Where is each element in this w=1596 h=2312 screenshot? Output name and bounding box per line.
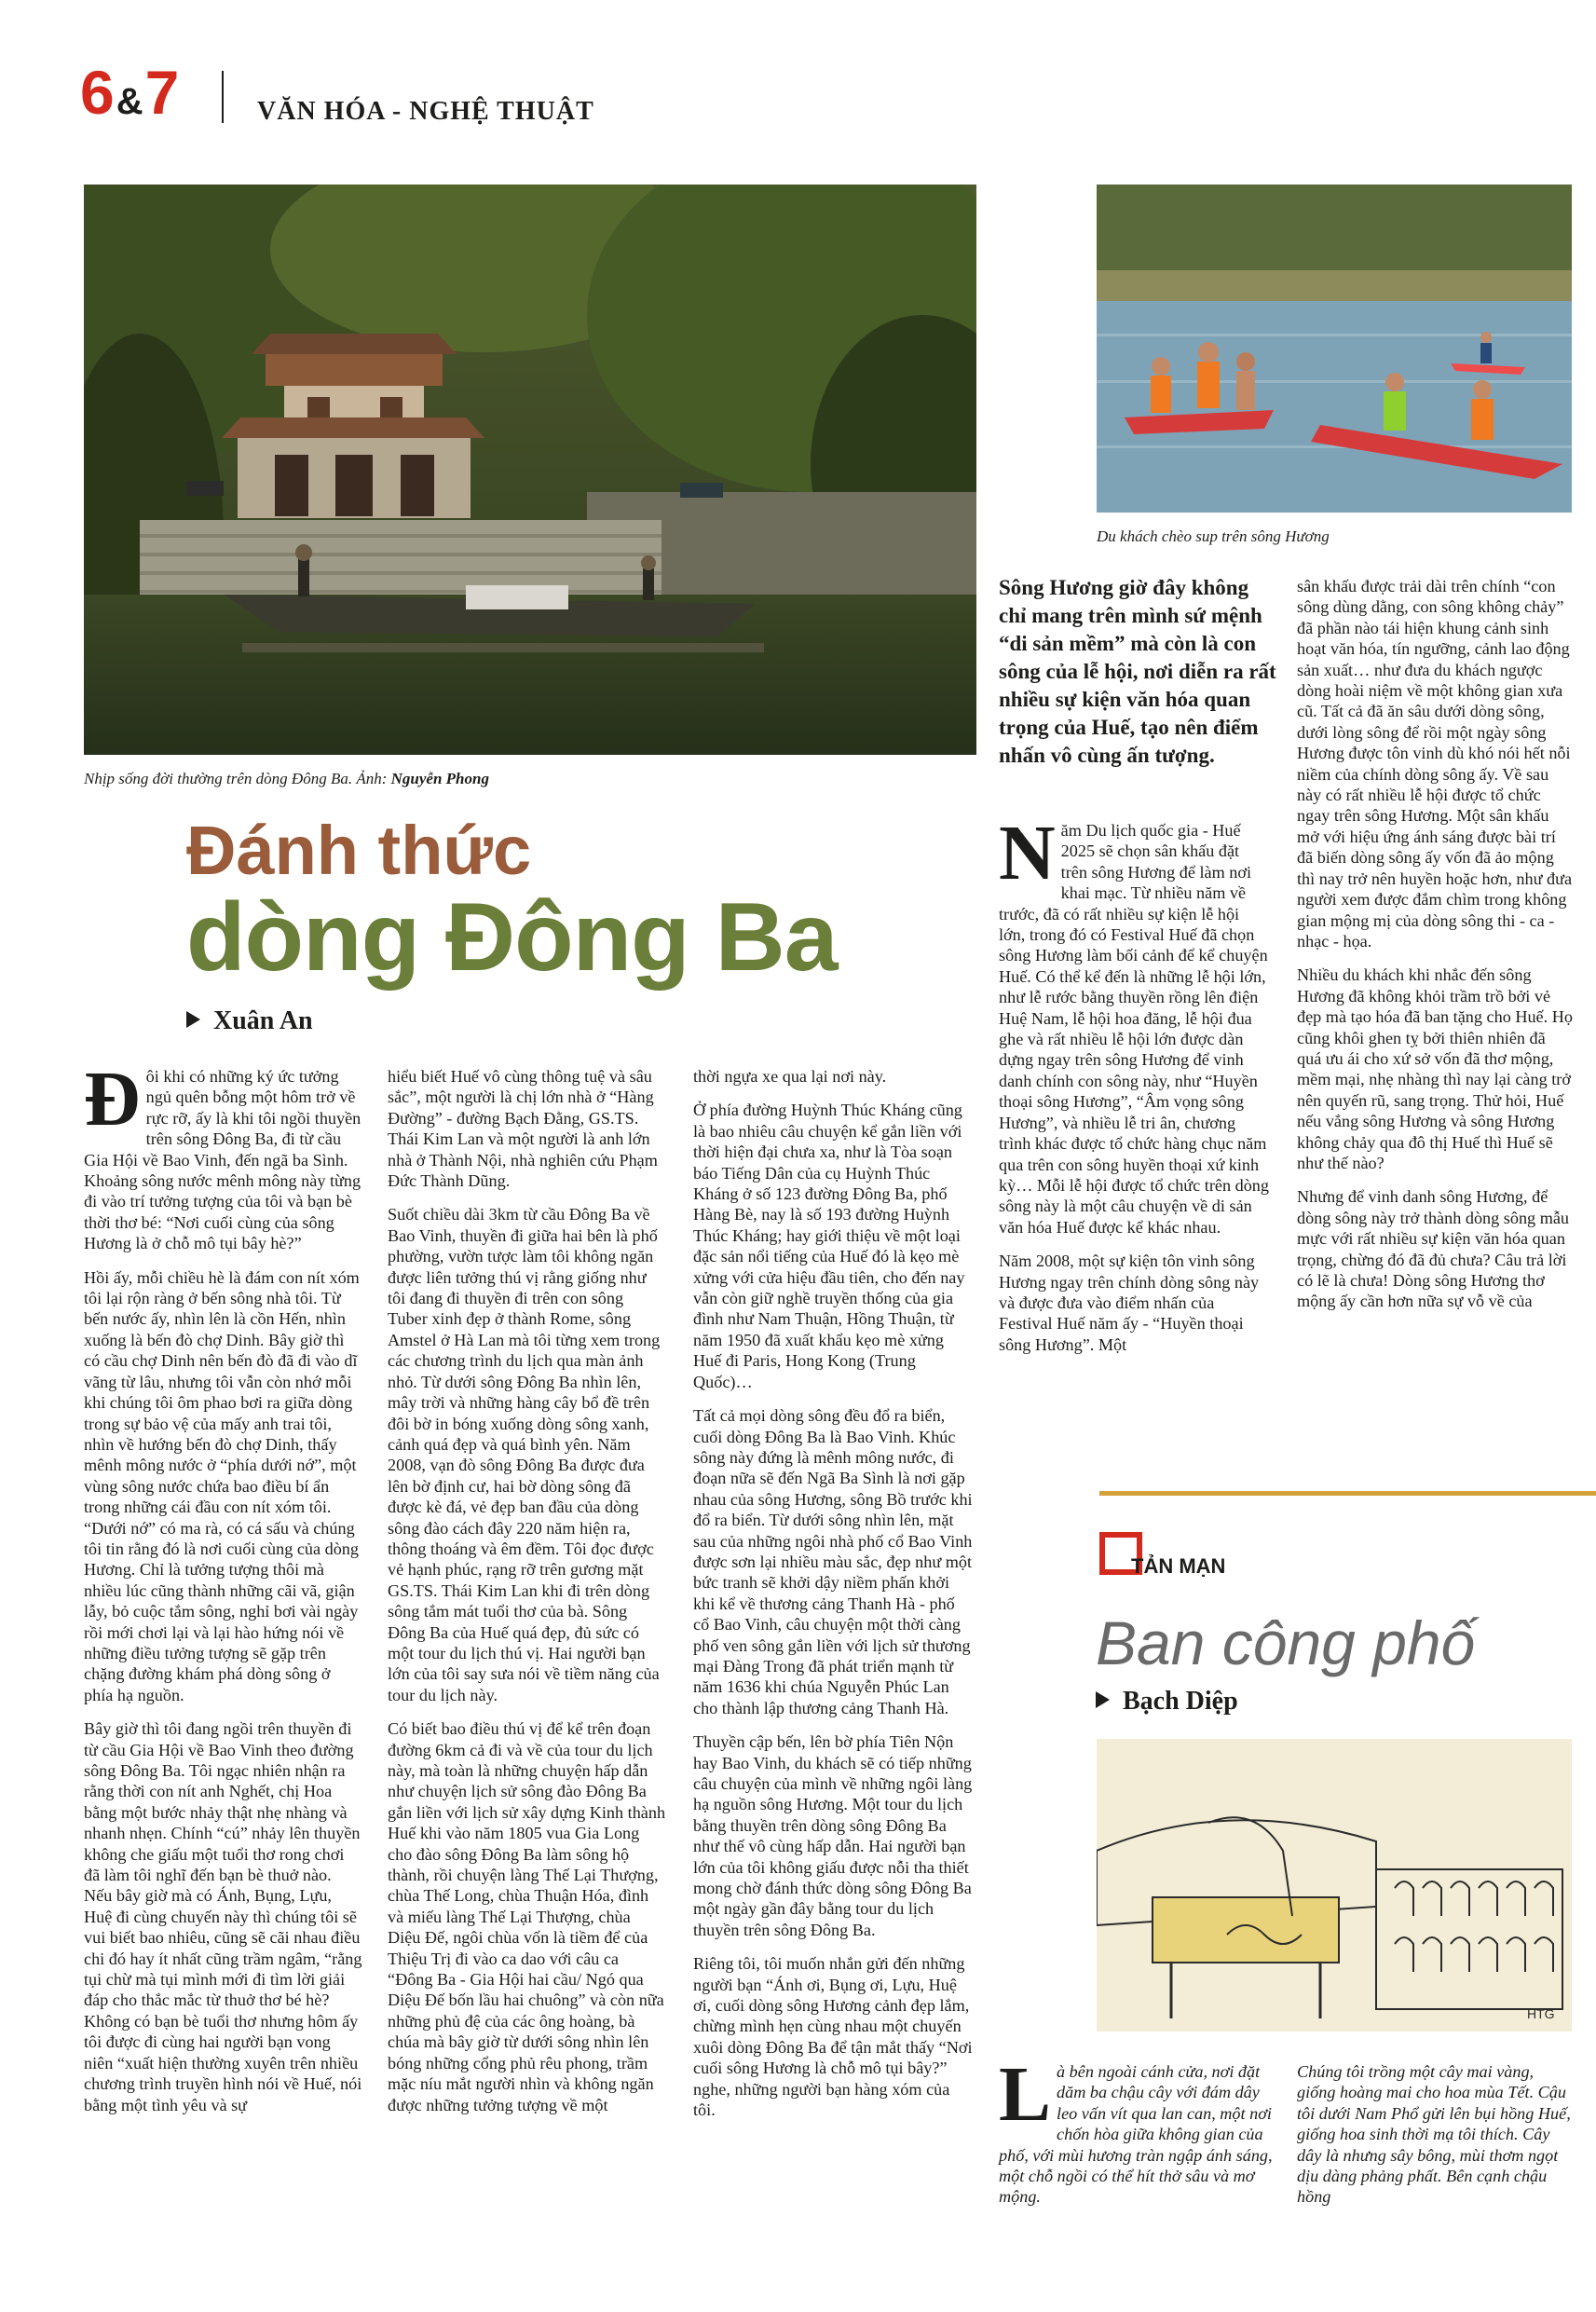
article-byline [186,1006,313,1036]
paragraph: Nhiều du khách khi nhắc đến sông Hương đã không khỏi trầm trồ bởi vẻ đẹp mà tạo hóa đã ban tặng cho Huế. Họ cũng khôi ghen tỵ bởi thiên nhiên đã quá ưu ái cho xứ sở vốn đã thơ mộng, mềm mại, nhẹ nhàng thì nay lại càng trở nên quyến rũ, sang trọng. Thử hỏi, Huế nếu vắng sông Hương và sông Hương không chảy qua đô thị Huế thì Huế sẽ như thế nào? [1297,965,1573,1172]
paragraph: ăm Du lịch quốc gia - Huế 2025 sẽ chọn sân khấu đặt trên sông Hương để làm nơi khai mạc. Từ nhiều năm về trước, đã có rất nhiều sự kiện lễ hội lớn, trong đó có Festival Huế đã chọn sông Hương làm bối cảnh để kể chuyện Huế. Có thể kể đến là những lễ hội lớn, như lễ rước bằng thuyền rồng lên điện Huệ Nam, lễ hội hoa đăng, lễ hội đua ghe và rất nhiều lễ hội lớn được dàn dựng ngay trên sông Hương để vinh danh chính con sông này, như “Huyền thoại sông Hương”, “Âm vọng sông Hương”, và nhiều lễ tri ân, chương trình khác được tổ chức hàng chục năm qua trên con sông huyền thoại xứ kinh kỳ… Mỗi lễ hội được tổ chức trên dòng sông này là một câu chuyện về di sản văn hóa Huế được kể khác nhau. [999,821,1269,1237]
illustration-signature: HTG [1527,2006,1555,2021]
drop-cap: Đ [84,1056,141,1142]
paragraph: Năm 2008, một sự kiện tôn vinh sông Hương ngay trên chính dòng sông này và được đưa vào điểm nhấn của Festival Huế năm ấy - “Huyền thoại sông Hương”. Một [999,1252,1260,1354]
page-left: 6 [80,58,113,127]
paragraph: hiểu biết Huế vô cùng thông tuệ và sâu sắc”, một người là chị lớn nhà ở “Hàng Đường” - đường Bạch Đằng, GS.TS. Thái Kim Lan và một người là anh lớn nhà ở Thành Nội, nhà nghiên cứu Phạm Đức Thành Dũng. [388,1067,658,1191]
article-author: Xuân An [213,1006,313,1035]
article-column-2 [388,1066,667,2128]
paragraph: Tất cả mọi dòng sông đều đổ ra biển, cuối dòng Đông Ba là Bao Vinh. Khúc sông này đứng là mênh mông nước, đi đoạn nữa sẽ đến Ngã Ba Sình là nơi gặp nhau của sông Hương, sông Bồ trước khi đổ ra biển. Từ dưới sông nhìn lên, mặt sau của những ngôi nhà phố cổ Bao Vinh được sơn lại nhiều màu sắc, đẹp như một bức tranh sẽ khởi dậy niềm phấn khởi khi kể về thương cảng Thanh Hà - phố cổ Bao Vinh, câu chuyện một thời càng phố ven sông gắn liền với lịch sử thương mại Đàng Trong đã phát triển mạnh từ năm 1636 khi chúa Nguyễn Phúc Lan cho thành lập thương cảng Thanh Hà. [693,1406,973,1717]
paragraph: à bên ngoài cánh cửa, nơi đặt dăm ba chậu cây với đám dây leo vấn vít qua lan can, một nơi chốn hòa giữa không gian của phố, với mùi hương tràn ngập ánh sáng, một chỗ ngồi có thể hít thở sâu và mơ mộng. [999,2062,1273,2207]
main-caption-author: Nguyễn Phong [387,770,489,787]
article3-column-b [1297,2061,1573,2208]
paragraph: Hồi ấy, mỗi chiều hè là đám con nít xóm tôi lại rộn ràng ở bến sông nhà tôi. Từ bến nước ấy, nhìn lên là cồn Hến, nhìn xuống là bến đò chợ Dinh. Bây giờ thì có cầu chợ Dinh nên bến đò đã đi vào dĩ vãng từ lâu, nhưng tôi vẫn còn nhớ mỗi khi chúng tôi ôm phao bơi ra giữa dòng trong sự bảo vệ của mấy anh trai tôi, nhìn về hướng bến đò chợ Dinh, thấy mênh mông nước ở “phía dưới nớ”, một vùng sông nước chứa bao điều bí ẩn trong những cái đầu con nít xóm tôi. “Dưới nớ” có ma rà, có cá sấu và chúng tôi tin rằng đó là nơi cuối cùng của dòng Hương. Chỉ là tưởng tượng thôi mà nhiều lúc cũng thành những cãi vã, giận lẫy, bỏ cuộc tắm sông, nghỉ bơi vài ngày rồi mới chơi lại và lại hào hứng nói về những điều tưởng tượng sẽ gặp trên chặng đường khám phá dòng sông ở phía hạ nguồn. [84,1267,360,1704]
section-label: TẢN MẠN [1131,1554,1226,1578]
paragraph: thời ngựa xe qua lại nơi này. [693,1067,887,1086]
article-title-line2: dòng Đông Ba [186,883,838,992]
page-right: 7 [144,58,178,127]
article-column-1 [84,1056,363,2128]
header-divider [222,71,224,123]
section-title: VĂN HÓA - NGHỆ THUẬT [257,97,594,126]
drop-cap-n: N [999,810,1056,896]
paragraph: ôi khi có những ký ức tưởng ngủ quên bỗng một hôm trở về rực rỡ, ấy là khi tôi ngồi thuyền trên sông Đông Ba, đi từ cầu Gia Hội về Bao Vinh, đến ngã ba Sình. Khoảng sông nước mênh mông này từng đi vào trí tưởng tượng của tôi và bạn bè thời thơ bé: “Nơi cuối cùng của sông Hương là ở chỗ mô tụi bây hè?” [84,1067,361,1253]
sup-photo-caption: Du khách chèo sup trên sông Hương [1097,527,1330,545]
lead-quote: Sông Hương giờ đây không chỉ mang trên mình sứ mệnh “di sản mềm” mà còn là con sông của lễ hội, nơi diễn ra rất nhiều sự kiện văn hóa quan trọng của Huế, tạo nên điểm nhấn vô cùng ấn tượng. [999,576,1276,767]
article3-byline [1096,1687,1238,1717]
article-column-3 [693,1066,975,2134]
main-photo [84,185,976,755]
drop-cap-l: L [999,2051,1052,2138]
section-rule [1099,1491,1596,1496]
page-number [80,58,178,127]
article2-column-b [1297,576,1573,1325]
main-caption-text: Nhịp sống đời thường trên dòng Đông Ba. Ảnh: [84,770,388,787]
article3-column-a [999,2051,1276,2208]
sup-photo [1097,185,1572,513]
article3-title: Ban công phố [1096,1608,1476,1677]
page-amp: & [116,81,142,122]
main-photo-caption [84,770,489,788]
paragraph: Suốt chiều dài 3km từ cầu Đông Ba về Bao Vinh, thuyền đi giữa hai bên là phố phường, vườn tược làm tôi không ngăn được liên tưởng thú vị rằng giống như tôi đang đi thuyền đi trên con sông Tuber xinh đẹp ở thành Rome, sông Amstel ở Hà Lan mà tôi từng xem trong các chương trình du lịch qua màn ảnh nhỏ. Từ dưới sông Đông Ba nhìn lên, mây trời và những hàng cây bổ đề trên đôi bờ in bóng xuống dòng sông xanh, cảnh quá đẹp và quá bình yên. Năm 2008, vạn đò sông Đông Ba được đưa lên bờ định cư, hai bờ dòng sông đã được kè đá, vẻ đẹp ban đầu của dòng sông đào cách đây 220 năm hiện ra, thông thoáng và êm đềm. Tôi đọc được vẻ hạnh phúc, rạng rỡ trên gương mặt GS.TS. Thái Kim Lan khi đi trên dòng sông tắm mát tuổi thơ của bà. Sông Đông Ba của Huế quá đẹp, đủ sức có một tour du lịch thú vị. Hai người bạn lớn của tôi say sưa nói về tiềm năng của tour du lịch này. [388,1205,661,1704]
paragraph: Ở phía đường Huỳnh Thúc Kháng cũng là bao nhiêu câu chuyện kể gắn liền với thời hiện đại chưa xa, như là Tòa soạn báo Tiếng Dân của cụ Huỳnh Thúc Kháng ở số 123 đường Đông Ba, phố Hàng Bè, nay là số 193 đường Huỳnh Thúc Kháng; hay giới thiệu về một loại đặc sản nổi tiếng của Huế đó là kẹo mè xửng với cửa hiệu đầu tiên, cho đến nay vẫn còn giữ nghề truyền thống của gia đình như Nam Thuận, Hồng Thuận, từ năm 1950 đã xuất khẩu kẹo mè xửng Huế đi Paris, Hong Kong (Trung Quốc)… [693,1101,965,1391]
balcony-illustration [1097,1739,1572,2032]
byline-triangle-icon [1096,1691,1110,1708]
article-title-line1: Đánh thức [186,812,532,889]
paragraph: Riêng tôi, tôi muốn nhắn gửi đến những người bạn “Ánh ơi, Bụng ơi, Lựu, Huệ ơi, cuối dòng sông Hương cảnh đẹp lắm, chừng mình hẹn cùng nhau một chuyến xuôi dòng Đông Ba để tận mắt thấy “Nơi cuối sông Hương là chỗ mô tụi bây?” nghe, những người bạn hàng xóm của tôi. [693,1954,973,2120]
paragraph: Chúng tôi trồng một cây mai vàng, giống hoàng mai cho hoa mùa Tết. Cậu tôi dưới Nam Phổ gửi lên bụi hồng Huế, giống hoa sinh thời mạ tôi thích. Cây dây là nhưng sây bông, mùi thơm ngọt dịu dàng phảng phất. Bên cạnh chậu hồng [1297,2062,1571,2207]
paragraph: Thuyền cập bến, lên bờ phía Tiên Nộn hay Bao Vinh, du khách sẽ có tiếp những câu chuyện của mình về những ngôi làng hạ nguồn sông Hương. Một tour du lịch bằng thuyền trên dòng sông Đông Ba như thế vô cùng hấp dẫn. Hai người bạn lớn của tôi không giấu được nỗi tha thiết mong chờ đánh thức dòng sông Đông Ba một ngày gần đây bằng tour du lịch thuyền trên sông Đông Ba. [693,1732,973,1939]
byline-triangle-icon [186,1011,200,1028]
paragraph: Nhưng để vinh danh sông Hương, để dòng sông này trở thành dòng sông mẫu mực với rất nhiều sự kiện văn hóa quan trọng, chừng đó đã đủ chưa? Câu trả lời có lẽ là chưa! Dòng sông Hương thơ mộng ấy cần hơn nữa sự vỗ về của [1297,1187,1570,1311]
paragraph: Bây giờ thì tôi đang ngồi trên thuyền đi từ cầu Gia Hội về Bao Vinh theo đường sông Đông Ba. Tôi ngạc nhiên nhận ra rằng thời con nít anh Nghết, chị Hoa bằng một bước nhảy thật nhẹ nhàng và nhanh nhẹn. Chính “cú” nhảy lên thuyền không che giấu một tuổi thơ rong chơi đã làm tôi nghĩ đến bạn bè thuở nào. Nếu bây giờ mà có Ánh, Bụng, Lựu, Huệ đi cùng chuyến này thì chúng tôi sẽ vui biết bao nhiêu, cũng sẽ cãi nhau điều chi đó hay ít nhất cũng trầm ngâm, “rằng tụi chừ mà tụi mình mới đi tìm lời giải đáp cho thắc mắc từ thuở thơ bé hè? Không có bạn bè tuổi thơ nhưng hôm ấy tôi được đi cùng hai người bạn vong niên “xuất hiện thường xuyên trên nhiều chương trình truyền hình nói về Huế, nói bằng một tình yêu và sự [84,1719,362,2114]
article3-author: Bạch Diệp [1123,1687,1238,1716]
paragraph: sân khấu được trải dài trên chính “con sông dùng dằng, con sông không chảy” đã phần nào tái hiện khung cảnh sinh hoạt văn hóa, tín ngưỡng, cảnh lao động sản xuất… như đưa du khách ngược dòng hoài niệm về một không gian xưa cũ. Tất cả đã ăn sâu dưới dòng sông, dưới lòng sông để rồi một ngày sông Hương được tôn vinh dù khó nói hết nỗi niềm của chính dòng sông ấy. Về sau này có rất nhiều lễ hội được tổ chức ngay trên sông Hương. Một sân khấu mở với hiệu ứng ánh sáng được bài trí đã biến dòng sông ấy vốn đã ảo mộng thì nay trở nên huyền hoặc hơn, như đưa người xem được đắm chìm trong không gian mộng mị của dòng sông thi - ca - nhạc - họa. [1297,577,1573,951]
article2-column-a [999,810,1269,1368]
paragraph: Có biết bao điều thú vị để kể trên đoạn đường 6km cả đi và về của tour du lịch này, mà toàn là những chuyện hấp dẫn như chuyện lịch sử sông đào Đông Ba gắn liền với lịch sử xây dựng Kinh thành Huế khi vào năm 1805 vua Gia Long cho đào sông Đông Ba làm sông hộ thành, rồi chuyện làng Thế Lại Thượng, chùa Thế Long, chùa Thuận Hóa, đình và miếu làng Thế Lại Thượng, chùa Diệu Đế, ngôi chùa vốn là tiềm để của Thiệu Trị đi vào ca dao với câu ca “Đông Ba - Gia Hội hai cầu/ Ngó qua Diệu Đế bốn lầu hai chuông” và còn nữa những phủ đệ của các ông hoàng, bà chúa mà bây giờ từ dưới sông nhìn lên bóng những cổng phủ rêu phong, trầm mặc níu mắt người nhìn và không ngăn được những tưởng tượng về một [388,1719,666,2114]
